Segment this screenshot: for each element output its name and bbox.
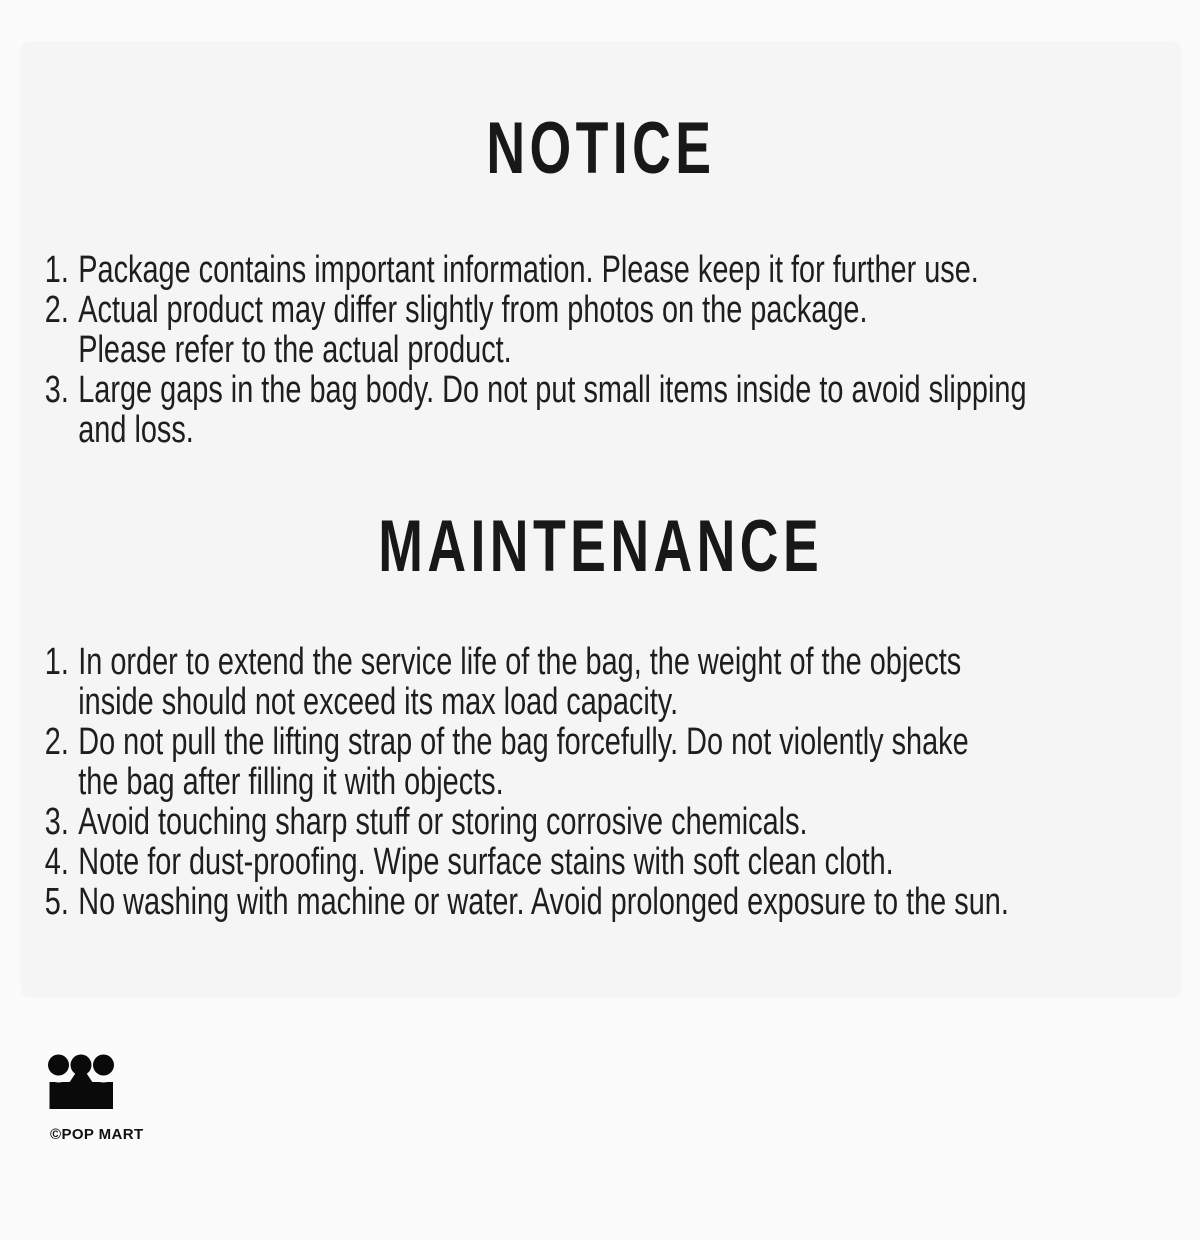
list-item bbox=[45, 290, 1184, 370]
item-number: 3. bbox=[44, 369, 69, 411]
list-item bbox=[45, 842, 1184, 882]
maintenance-title bbox=[22, 506, 1180, 587]
item-number: 3. bbox=[44, 801, 69, 843]
item-line: No washing with machine or water. Avoid prolonged exposure to the sun. bbox=[78, 881, 1009, 923]
list-item bbox=[45, 250, 1184, 290]
notice-card bbox=[22, 42, 1180, 995]
list-item bbox=[45, 642, 1184, 722]
item-line: inside should not exceed its max load capacity. bbox=[78, 681, 679, 723]
item-line: Please refer to the actual product. bbox=[78, 329, 512, 371]
maintenance-list bbox=[22, 642, 1184, 922]
list-item bbox=[45, 722, 1184, 802]
item-line: In order to extend the service life of the bag, the weight of the objects bbox=[78, 641, 962, 683]
notice-list bbox=[22, 250, 1184, 450]
item-number: 4. bbox=[44, 841, 69, 883]
notice-title-text: NOTICE bbox=[486, 108, 716, 189]
item-line: Actual product may differ slightly from photos on the package. bbox=[78, 289, 868, 331]
pop-mart-crown-icon bbox=[48, 1054, 114, 1110]
item-number: 2. bbox=[44, 721, 69, 763]
list-item bbox=[45, 370, 1184, 450]
item-number: 2. bbox=[44, 289, 69, 331]
list-item bbox=[45, 882, 1184, 922]
list-item bbox=[45, 802, 1184, 842]
item-line: Avoid touching sharp stuff or storing corrosive chemicals. bbox=[78, 801, 808, 843]
item-number: 1. bbox=[44, 641, 69, 683]
item-line: and loss. bbox=[78, 409, 194, 451]
item-line: Do not pull the lifting strap of the bag forcefully. Do not violently shake bbox=[78, 721, 969, 763]
item-line: Note for dust-proofing. Wipe surface stains with soft clean cloth. bbox=[78, 841, 894, 883]
item-line: Package contains important information. Please keep it for further use. bbox=[78, 249, 979, 291]
notice-title bbox=[22, 108, 1180, 189]
item-number: 5. bbox=[44, 881, 69, 923]
item-line: Large gaps in the bag body. Do not put small items inside to avoid slipping bbox=[78, 369, 1027, 411]
item-number: 1. bbox=[44, 249, 69, 291]
copyright-text: ©POP MART bbox=[50, 1126, 144, 1143]
item-line: the bag after filling it with objects. bbox=[78, 761, 504, 803]
maintenance-title-text: MAINTENANCE bbox=[378, 506, 824, 587]
